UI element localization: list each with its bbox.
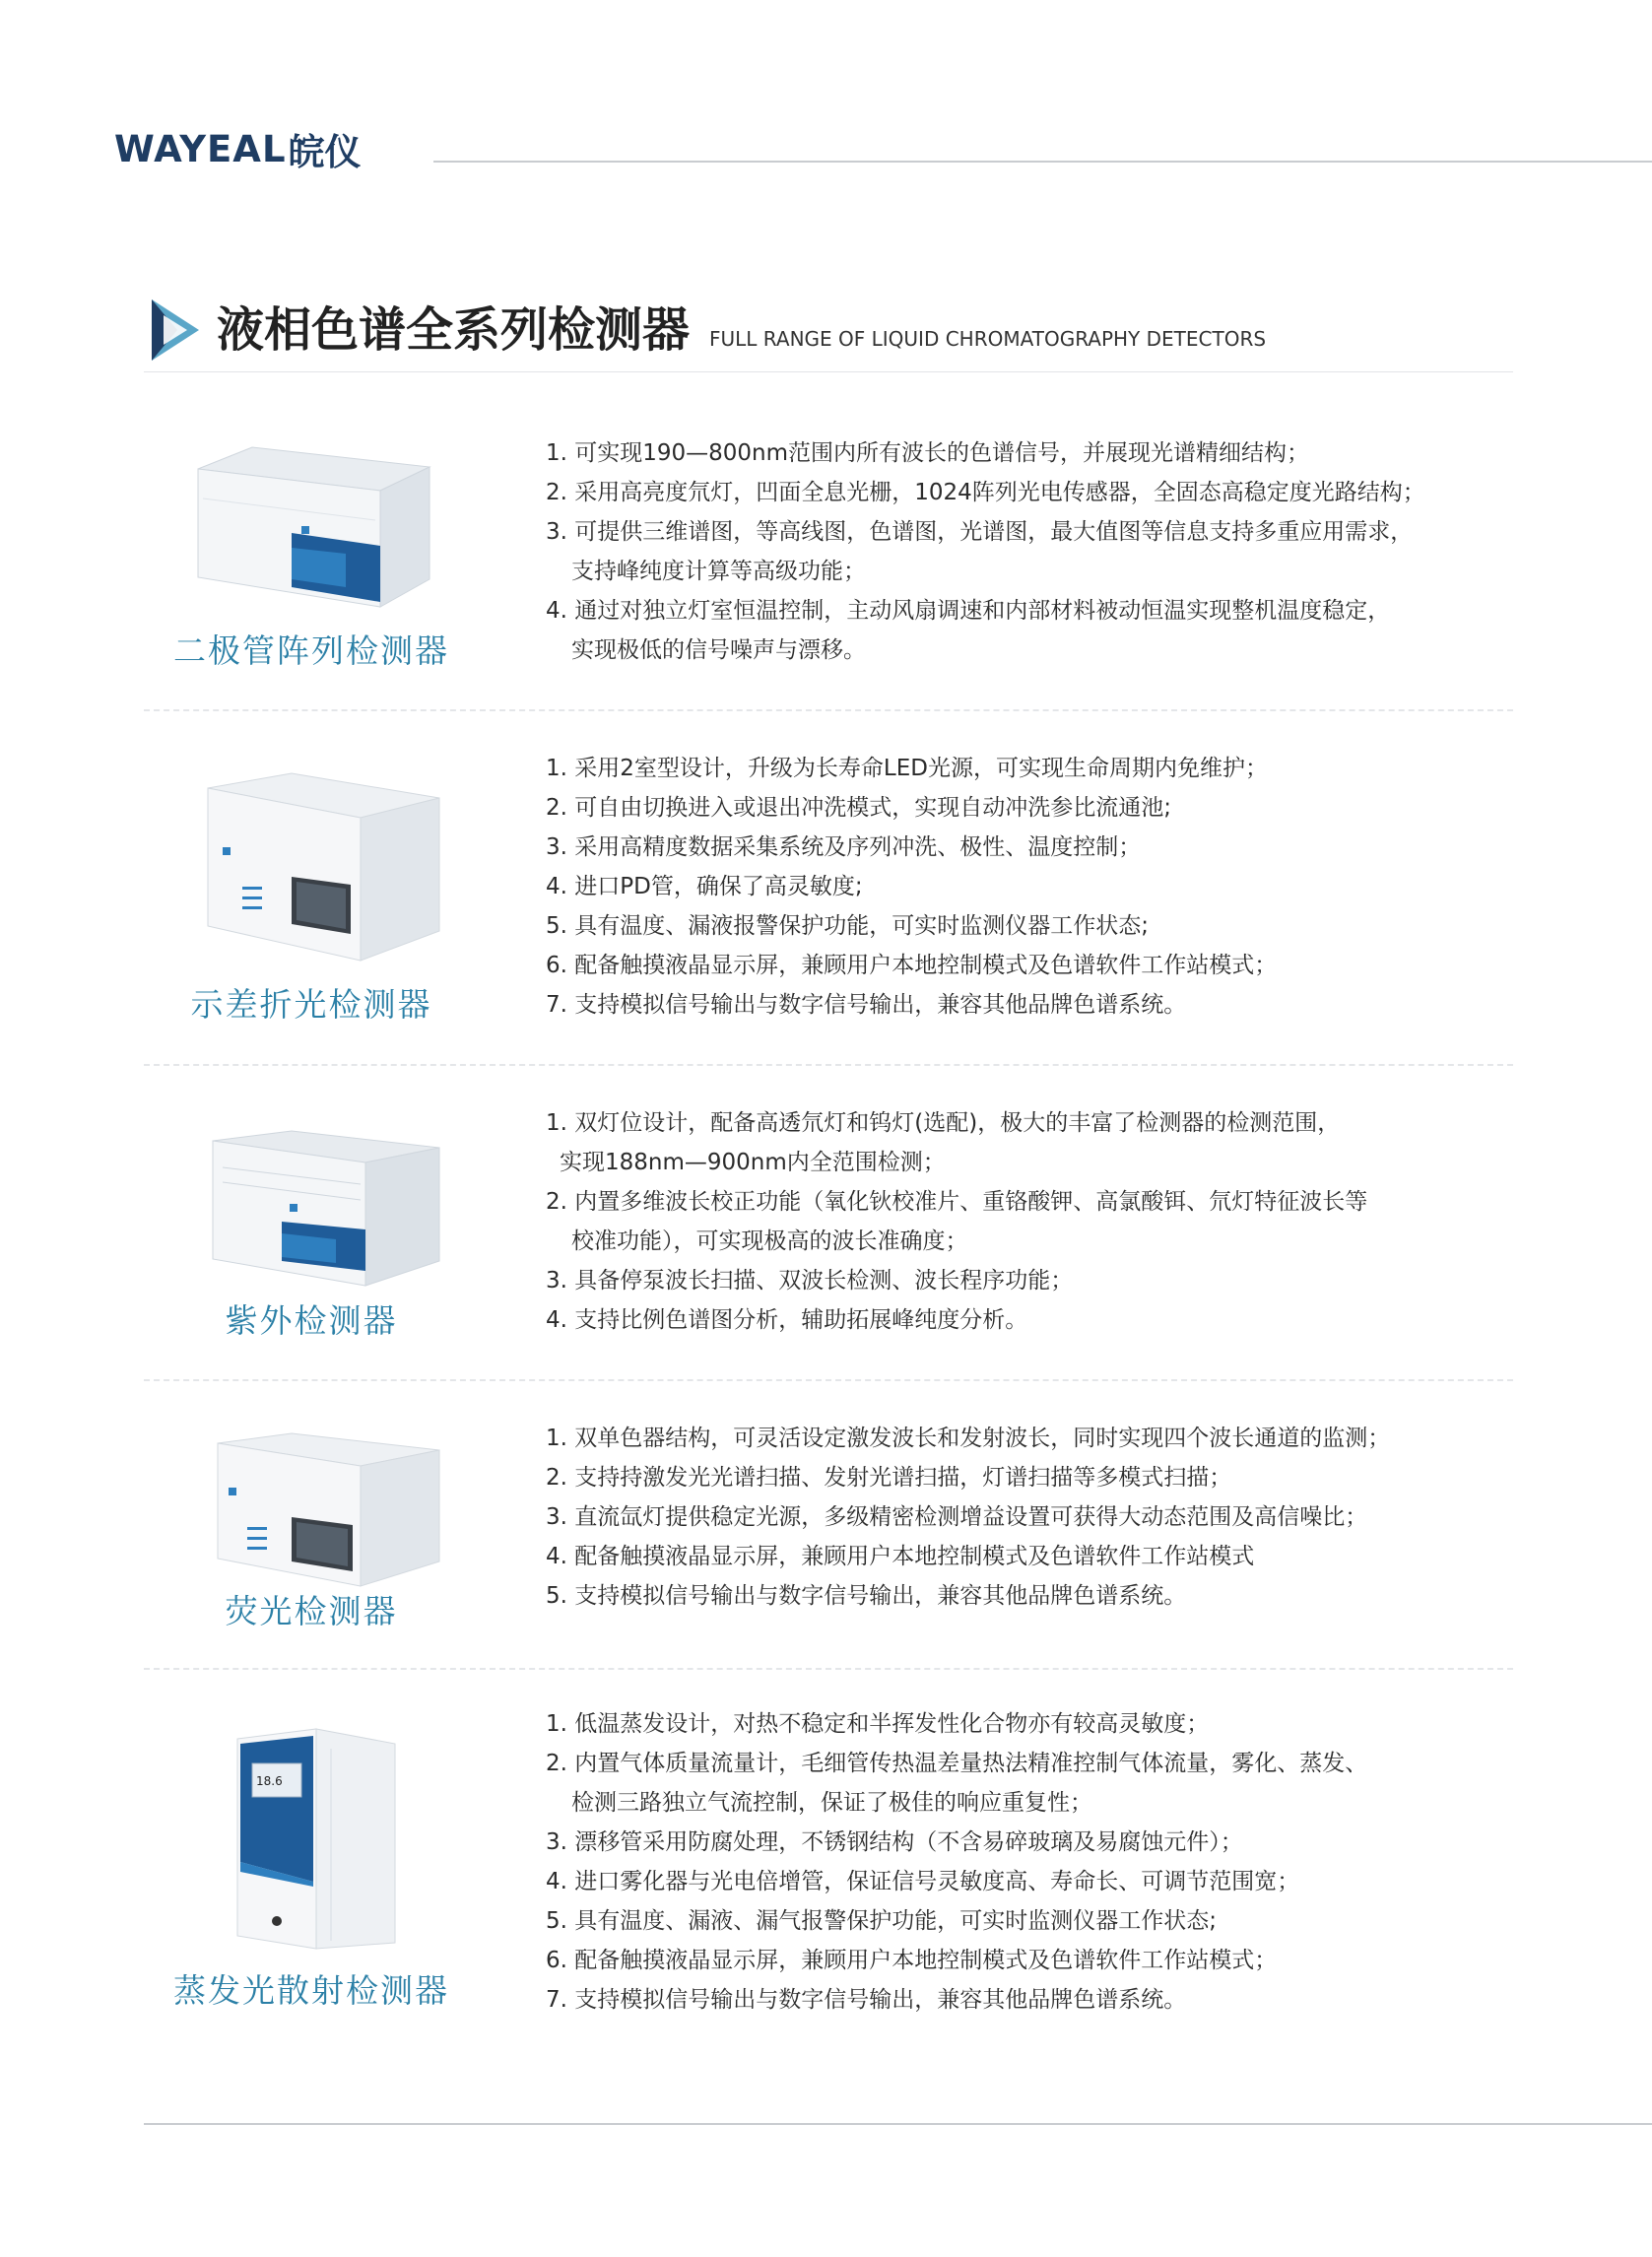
page-subtitle: FULL RANGE OF LIQUID CHROMATOGRAPHY DETECTORS bbox=[709, 327, 1267, 351]
product-section-dad bbox=[144, 424, 1513, 680]
logo-chinese: 皖仪 bbox=[288, 131, 362, 173]
feature-item: 1. 采用2室型设计，升级为长寿命LED光源，可实现生命周期内免维护； bbox=[546, 756, 1268, 781]
product-image-fld bbox=[144, 1428, 479, 1596]
feature-item: 7. 支持模拟信号输出与数字信号输出，兼容其他品牌色谱系统。 bbox=[546, 992, 1187, 1018]
feature-item: 4. 配备触摸液晶显示屏，兼顾用户本地控制模式及色谱软件工作站模式 bbox=[546, 1544, 1255, 1569]
feature-item: 2. 内置多维波长校正功能（氧化钬校准片、重铬酸钾、高氯酸铒、氘灯特征波长等 校准功能），可实现极高的波长准确度； bbox=[546, 1189, 1368, 1254]
feature-item: 4. 支持比例色谱图分析，辅助拓展峰纯度分析。 bbox=[546, 1307, 1028, 1333]
feature-list bbox=[546, 1419, 1390, 1616]
brand-logo bbox=[114, 124, 362, 173]
feature-item: 4. 进口PD管，确保了高灵敏度; bbox=[546, 874, 863, 899]
feature-item: 4. 通过对独立灯室恒温控制，主动风扇调速和内部材料被动恒温实现整机温度稳定， 实现极低的信号噪声与漂移。 bbox=[546, 598, 1391, 663]
section-divider bbox=[144, 1668, 1513, 1670]
feature-item: 1. 双单色器结构，可灵活设定激发波长和发射波长，同时实现四个波长通道的监测； bbox=[546, 1426, 1391, 1451]
feature-item: 5. 具有温度、漏液报警保护功能，可实时监测仪器工作状态; bbox=[546, 913, 1150, 939]
feature-item: 3. 具备停泵波长扫描、双波长检测、波长程序功能； bbox=[546, 1268, 1074, 1294]
feature-list bbox=[546, 433, 1425, 670]
feature-item: 2. 可自由切换进入或退出冲洗模式，实现自动冲洗参比流通池; bbox=[546, 795, 1172, 821]
feature-item: 3. 漂移管采用防腐处理，不锈钢结构（不含易碎玻璃及易腐蚀元件）； bbox=[546, 1829, 1243, 1855]
feature-list bbox=[546, 1704, 1367, 2020]
feature-item: 5. 具有温度、漏液、漏气报警保护功能，可实时监测仪器工作状态; bbox=[546, 1908, 1218, 1934]
play-arrow-icon bbox=[148, 296, 203, 365]
feature-item: 2. 内置气体质量流量计，毛细管传热温差量热法精准控制气体流量，雾化、蒸发、 检测三路独立气流控制，保证了极佳的响应重复性； bbox=[546, 1751, 1368, 1816]
logo-wordmark: WAYEAL bbox=[114, 127, 287, 170]
feature-item: 1. 低温蒸发设计，对热不稳定和半挥发性化合物亦有较高灵敏度； bbox=[546, 1711, 1210, 1737]
feature-item: 6. 配备触摸液晶显示屏，兼顾用户本地控制模式及色谱软件工作站模式； bbox=[546, 953, 1278, 978]
feature-list bbox=[546, 1103, 1367, 1340]
product-name: 紫外检测器 bbox=[225, 1301, 398, 1340]
product-section-uv bbox=[144, 1094, 1513, 1369]
title-rule bbox=[144, 371, 1513, 372]
page-title-row bbox=[148, 286, 1266, 365]
product-section-rid bbox=[144, 739, 1513, 1054]
feature-item: 5. 支持模拟信号输出与数字信号输出，兼容其他品牌色谱系统。 bbox=[546, 1583, 1187, 1609]
feature-item: 2. 支持持激发光光谱扫描、发射光谱扫描，灯谱扫描等多模式扫描； bbox=[546, 1465, 1232, 1491]
page-title: 液相色谱全系列检测器 bbox=[217, 302, 691, 358]
feature-item: 4. 进口雾化器与光电倍增管，保证信号灵敏度高、寿命长、可调节范围宽； bbox=[546, 1869, 1300, 1894]
feature-item: 3. 直流氙灯提供稳定光源，多级精密检测增益设置可获得大动态范围及高信噪比； bbox=[546, 1504, 1368, 1530]
footer-rule bbox=[144, 2123, 1652, 2125]
product-image-uv bbox=[144, 1123, 479, 1291]
product-name: 二极管阵列检测器 bbox=[173, 631, 449, 670]
product-section-elsd bbox=[144, 1694, 1513, 2029]
product-image-dad bbox=[144, 439, 479, 627]
product-section-fld bbox=[144, 1409, 1513, 1665]
feature-item: 7. 支持模拟信号输出与数字信号输出，兼容其他品牌色谱系统。 bbox=[546, 1987, 1187, 2013]
product-image-rid bbox=[144, 768, 479, 965]
header-rule bbox=[433, 161, 1652, 163]
feature-item: 1. 可实现190—800nm范围内所有波长的色谱信号，并展现光谱精细结构； bbox=[546, 440, 1310, 466]
section-divider bbox=[144, 1064, 1513, 1066]
feature-item: 3. 可提供三维谱图，等高线图，色谱图，光谱图，最大值图等信息支持多重应用需求， 支持峰纯度计算等高级功能； bbox=[546, 519, 1414, 584]
feature-item: 3. 采用高精度数据采集系统及序列冲洗、极性、温度控制； bbox=[546, 834, 1142, 860]
device-screen-readout: 18.6 bbox=[256, 1774, 283, 1788]
product-name: 荧光检测器 bbox=[225, 1592, 398, 1630]
product-name: 蒸发光散射检测器 bbox=[173, 1971, 449, 2010]
product-name: 示差折光检测器 bbox=[190, 985, 432, 1024]
product-image-elsd bbox=[144, 1714, 479, 1951]
feature-item: 1. 双灯位设计，配备高透氘灯和钨灯(选配)，极大的丰富了检测器的检测范围， 实现188nm—900nm内全范围检测； bbox=[546, 1110, 1341, 1175]
feature-item: 2. 采用高亮度氘灯，凹面全息光栅，1024阵列光电传感器，全固态高稳定度光路结构； bbox=[546, 480, 1425, 505]
section-divider bbox=[144, 709, 1513, 711]
feature-item: 6. 配备触摸液晶显示屏，兼顾用户本地控制模式及色谱软件工作站模式； bbox=[546, 1948, 1278, 1973]
section-divider bbox=[144, 1379, 1513, 1381]
feature-list bbox=[546, 749, 1277, 1025]
